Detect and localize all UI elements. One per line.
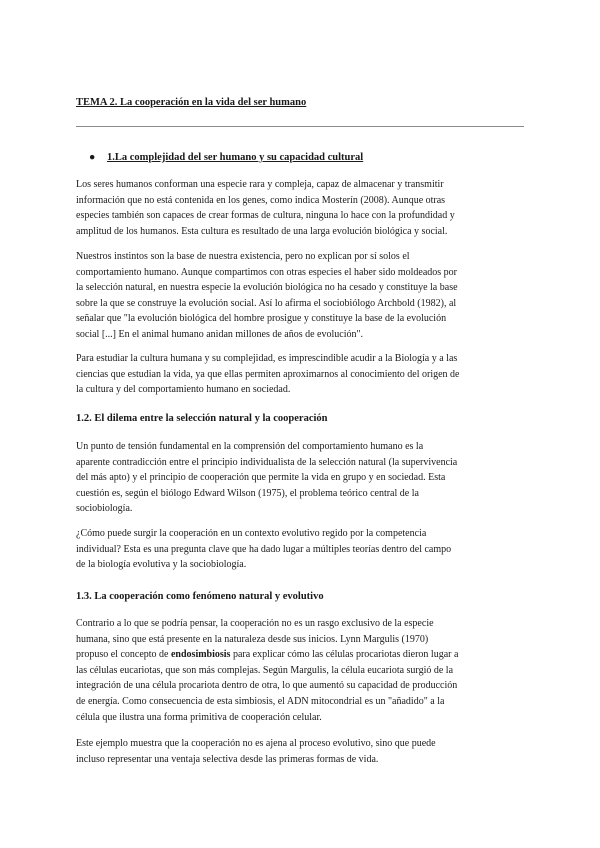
horizontal-rule bbox=[76, 126, 524, 127]
text-line: de la biología evolutiva y la sociobiología. bbox=[76, 559, 247, 571]
text-line: sociobiología. bbox=[76, 503, 133, 515]
section-2-heading: 1.2. El dilema entre la selección natural y la cooperación bbox=[76, 413, 328, 424]
section-1-heading bbox=[89, 152, 363, 163]
text-line bbox=[76, 647, 528, 663]
text-line: señalar que "la evolución biológica del hombre prosigue y constituye la base de la evolución bbox=[76, 313, 447, 325]
text-line: Contrario a lo que se podría pensar, la cooperación no es un rasgo exclusivo de la especie bbox=[76, 618, 434, 629]
text-line: de energía. Como consecuencia de esta simbiosis, el ADN mitocondrial es un "añadido" a la bbox=[76, 695, 445, 707]
section-1-paragraph-3 bbox=[76, 351, 528, 398]
text-segment: propuso el concepto de bbox=[76, 649, 171, 661]
text-line: ¿Cómo puede surgir la cooperación en un contexto evolutivo regido por la competencia bbox=[76, 528, 427, 539]
text-line: información que no está contenida en los genes, como indica Mosterín (2008). Aunque otras bbox=[76, 194, 446, 206]
text-line: la selección natural, en nuestra especie la evolución biológica no ha cesado y constituye la base bbox=[76, 282, 458, 294]
text-line: ciencias que estudian la vida, ya que ellas permiten aproximarnos al conocimiento del origen de bbox=[76, 368, 460, 380]
section-1-heading-text: 1.La complejidad del ser humano y su capacidad cultural bbox=[107, 152, 364, 163]
bullet-icon: ● bbox=[89, 152, 96, 163]
text-line: integración de una célula procariota dentro de otra, lo que aumentó su capacidad de producción bbox=[76, 680, 458, 692]
text-line: individual? Esta es una pregunta clave que ha dado lugar a múltiples teorías dentro del campo bbox=[76, 543, 452, 555]
text-line: Para estudiar la cultura humana y su complejidad, es imprescindible acudir a la Biología y a las bbox=[76, 353, 458, 364]
text-line: humana, sino que está presente en la naturaleza desde sus inicios. Lynn Margulis (1970) bbox=[76, 633, 429, 645]
text-line: las células eucariotas, que son más complejas. Según Margulis, la célula eucariota surgió de la bbox=[76, 664, 454, 676]
text-line: Los seres humanos conforman una especie rara y compleja, capaz de almacenar y transmitir bbox=[76, 179, 444, 190]
endosimbiosis-term: endosimbiosis bbox=[170, 649, 231, 661]
text-line: célula que ilustra una forma primitiva de cooperación celular. bbox=[76, 711, 322, 723]
section-3-paragraph-2 bbox=[76, 736, 528, 767]
section-1-paragraph-2 bbox=[76, 249, 528, 343]
text-line: del más apto) y el principio de cooperación que permite la vida en grupo y en sociedad. Esta bbox=[76, 472, 446, 484]
text-line: sobre la que se construye la evolución social. Así lo afirma el sociobiólogo Archbold (1982), al bbox=[76, 297, 457, 309]
text-line: Este ejemplo muestra que la cooperación no es ajena al proceso evolutivo, sino que puede bbox=[76, 738, 436, 749]
section-3-heading: 1.3. La cooperación como fenómeno natural y evolutivo bbox=[76, 591, 324, 602]
text-line: cuestión es, según el biólogo Edward Wilson (1975), el problema teórico central de la bbox=[76, 487, 419, 499]
section-2-paragraph-1 bbox=[76, 439, 528, 517]
text-line: Nuestros instintos son la base de nuestra existencia, pero no explican por sí solos el bbox=[76, 251, 410, 262]
text-line: aparente contradicción entre el principio individualista de la selección natural (la supervivencia bbox=[76, 456, 458, 468]
section-3-paragraph-1 bbox=[76, 616, 528, 725]
page-title: TEMA 2. La cooperación en la vida del ser humano bbox=[76, 97, 307, 108]
section-1-paragraph-1 bbox=[76, 177, 528, 239]
section-2-paragraph-2 bbox=[76, 526, 528, 573]
text-line: social [...] En el animal humano anidan millones de años de evolución". bbox=[76, 328, 364, 340]
text-line: la cultura y del comportamiento humano en sociedad. bbox=[76, 384, 291, 396]
text-line: especies también son capaces de crear formas de cultura, ninguna lo hace con la profundidad y bbox=[76, 210, 455, 222]
text-line: incluso representar una ventaja selectiva desde las primeras formas de vida. bbox=[76, 753, 379, 765]
text-line: comportamiento humano. Aunque compartimos con otras especies el haber sido moldeados por bbox=[76, 266, 458, 278]
text-segment: para explicar cómo las células procariotas dieron lugar a bbox=[230, 649, 459, 661]
text-line: Un punto de tensión fundamental en la comprensión del comportamiento humano es la bbox=[76, 441, 424, 452]
text-line: amplitud de los humanos. Esta cultura es resultado de una larga evolución biológica y social. bbox=[76, 225, 448, 237]
